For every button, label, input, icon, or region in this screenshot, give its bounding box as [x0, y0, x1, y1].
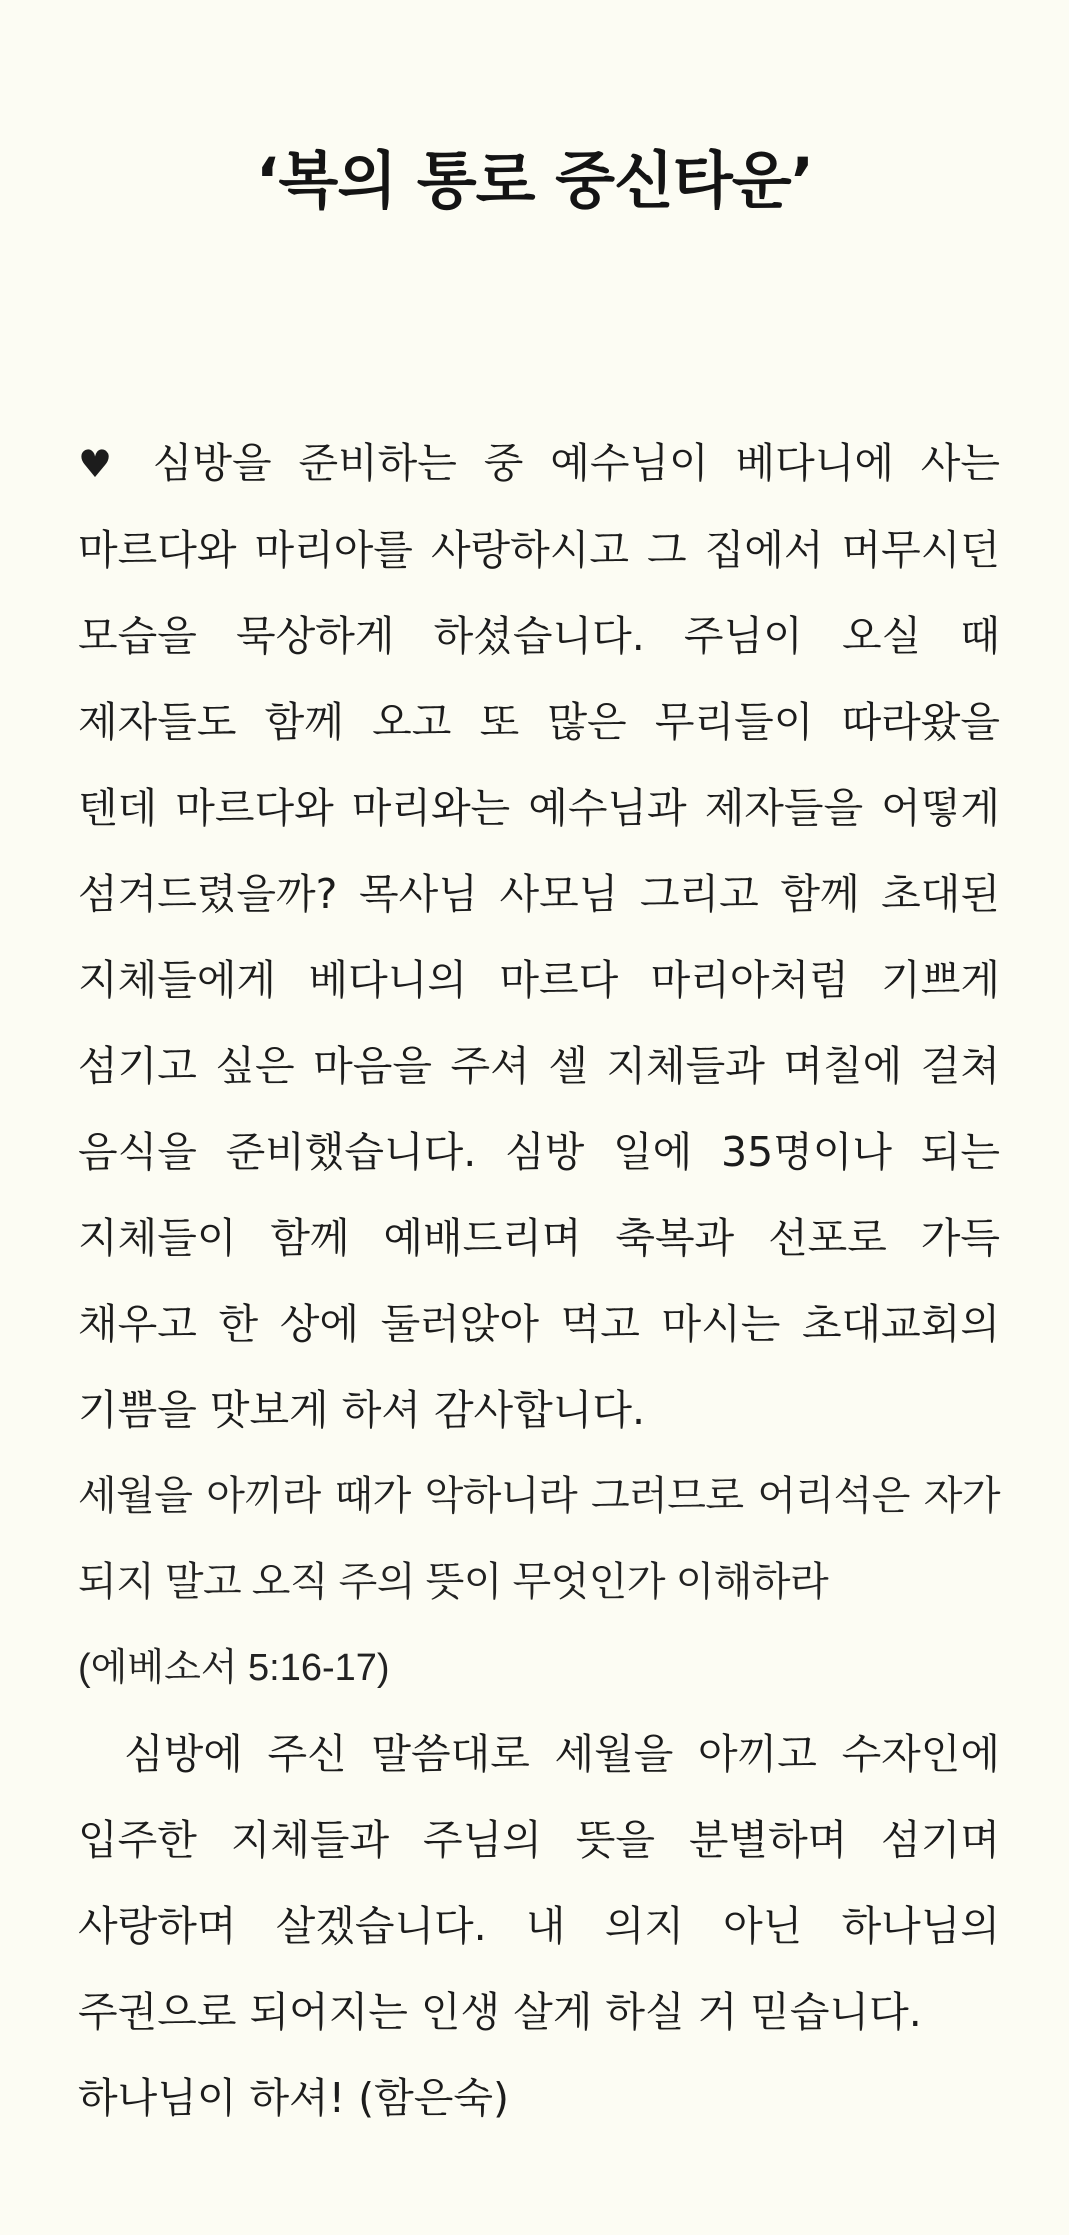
- heart-icon: ♥: [78, 442, 126, 486]
- closing-signature: 하나님이 하셔! (함은숙): [78, 2074, 509, 2122]
- paragraph-testimony-text: 심방을 준비하는 중 예수님이 베다니에 사는 마르다와 마리아를 사랑하시고 그 집에서 머무시던 모습을 묵상하게 하셨습니다. 주님이 오실 때 제자들도 함께 오고 또 많은 무리들이 따라왔을 텐데 마르다와 마리와는 예수님과 제자들을 어떻게 섬겨드렸을까? 목사님 사모님 그리고 함께 초대된 지체들에게 베다니의 마르다 마리아처럼 기쁘게 섬기고 싶은 마음을 주셔 셀 지체들과 며칠에 걸쳐 음식을 준비했습니다. 심방 일에 35명이나 되는 지체들이 함께 예배드리며 축복과 선포로 가득 채우고 한 상에 둘러앉아 먹고 마시는 초대교회의 기쁨을 맛보게 하셔 감사합니다.: [78, 439, 1000, 1434]
- paragraph-testimony: [78, 420, 1000, 1453]
- page-title: ‘복의 통로 중신타운’: [255, 144, 814, 217]
- bible-verse: 세월을 아끼라 때가 악하니라 그러므로 어리석은 자가 되지 말고 오직 주의 뜻이 무엇인가 이해하라: [78, 1474, 1000, 1604]
- article-body: [78, 420, 1000, 2141]
- paragraph-resolution: 심방에 주신 말씀대로 세월을 아끼고 수자인에 입주한 지체들과 주님의 뜻을 분별하며 섬기며 사랑하며 살겠습니다. 내 의지 아닌 하나님의 주권으로 되어지는 인생 살게 하실 거 믿습니다.: [78, 1730, 1000, 2036]
- bible-verse-reference: (에베소서 5:16-17): [78, 1647, 390, 1689]
